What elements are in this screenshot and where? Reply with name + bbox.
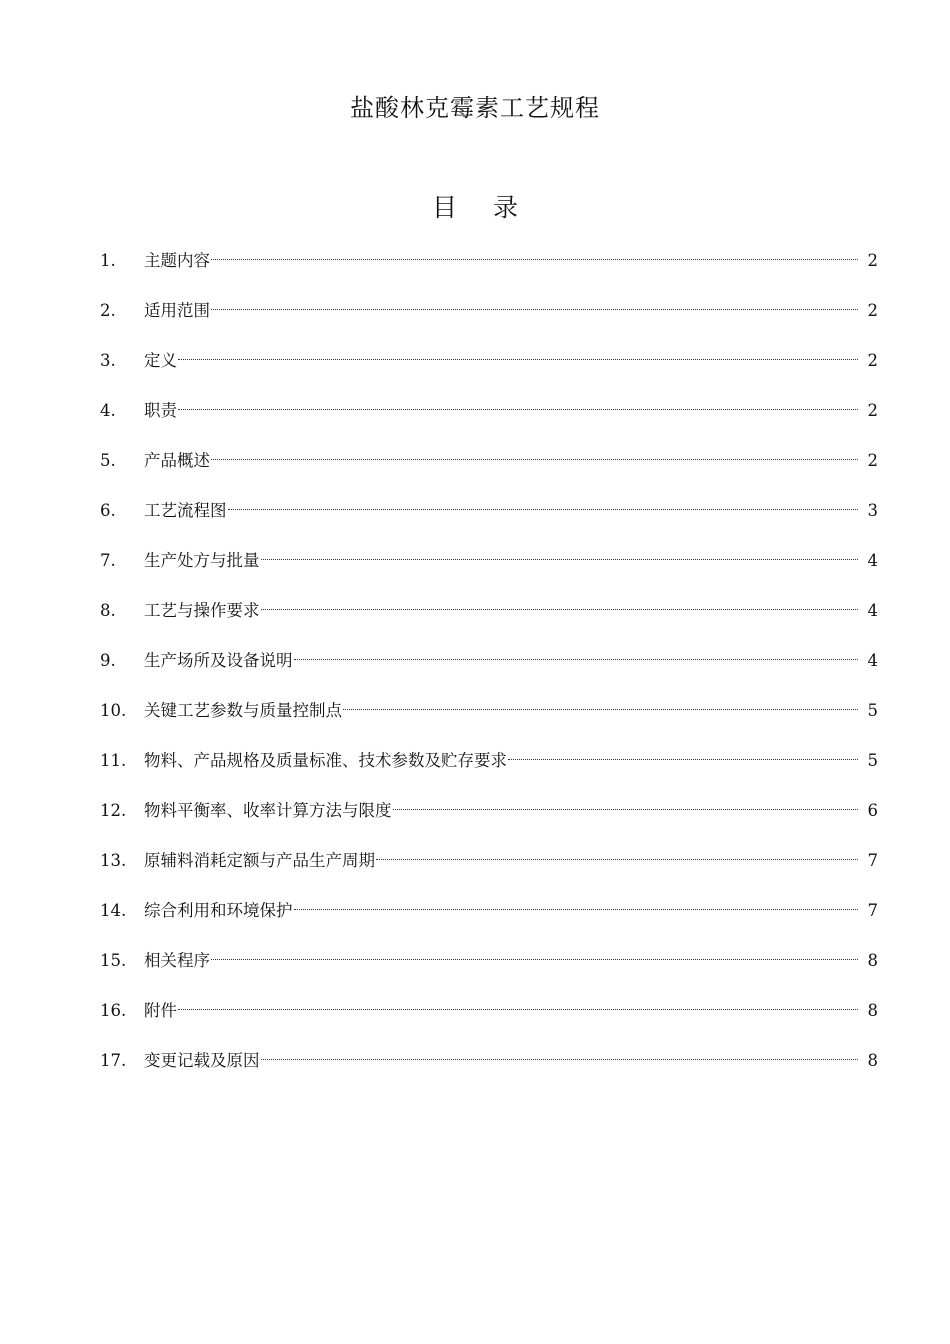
toc-entry-title: 适用范围 bbox=[144, 301, 210, 320]
toc-dot-leader bbox=[393, 809, 859, 810]
toc-entry-title: 原辅料消耗定额与产品生产周期 bbox=[144, 851, 375, 870]
toc-entry[interactable] bbox=[100, 796, 878, 846]
toc-dot-leader bbox=[294, 909, 859, 910]
toc-entry-title: 物料、产品规格及质量标准、技术参数及贮存要求 bbox=[144, 751, 507, 770]
toc-entry[interactable] bbox=[100, 946, 878, 996]
toc-entry-number: 14. bbox=[100, 901, 127, 920]
toc-entry-page-number: 8 bbox=[867, 1001, 878, 1020]
toc-entry[interactable] bbox=[100, 246, 878, 296]
toc-heading: 目 录 bbox=[432, 193, 532, 222]
toc-entry-page-number: 4 bbox=[867, 651, 878, 670]
toc-entry-number: 7. bbox=[100, 551, 116, 570]
toc-entry-title: 职责 bbox=[144, 401, 177, 420]
toc-dot-leader bbox=[261, 1059, 859, 1060]
toc-entry-number: 3. bbox=[100, 351, 116, 370]
toc-entry[interactable] bbox=[100, 396, 878, 446]
toc-entry[interactable] bbox=[100, 496, 878, 546]
toc-entry-page-number: 6 bbox=[867, 801, 878, 820]
toc-entry-page-number: 4 bbox=[867, 601, 878, 620]
toc-entry[interactable] bbox=[100, 646, 878, 696]
toc-entry-number: 6. bbox=[100, 501, 116, 520]
toc-entry-number: 1. bbox=[100, 251, 116, 270]
toc-entry[interactable] bbox=[100, 296, 878, 346]
toc-entry-number: 16. bbox=[100, 1001, 127, 1020]
toc-entry-page-number: 5 bbox=[867, 701, 878, 720]
toc-entry[interactable] bbox=[100, 696, 878, 746]
toc-dot-leader bbox=[211, 259, 858, 260]
toc-dot-leader bbox=[211, 309, 858, 310]
toc-entry-number: 5. bbox=[100, 451, 116, 470]
toc-dot-leader bbox=[228, 509, 859, 510]
toc-entry-number: 9. bbox=[100, 651, 116, 670]
toc-entry-title: 生产场所及设备说明 bbox=[144, 651, 293, 670]
toc-entry[interactable] bbox=[100, 346, 878, 396]
toc-entry-page-number: 2 bbox=[867, 301, 878, 320]
toc-entry[interactable] bbox=[100, 596, 878, 646]
toc-entry-number: 8. bbox=[100, 601, 116, 620]
toc-entry-page-number: 2 bbox=[867, 401, 878, 420]
toc-entry-page-number: 2 bbox=[867, 351, 878, 370]
toc-entry-page-number: 8 bbox=[867, 1051, 878, 1070]
toc-dot-leader bbox=[178, 1009, 858, 1010]
toc-entry-page-number: 4 bbox=[867, 551, 878, 570]
toc-entry-title: 工艺流程图 bbox=[144, 501, 227, 520]
toc-entry[interactable] bbox=[100, 546, 878, 596]
toc-entry-number: 4. bbox=[100, 401, 116, 420]
toc-entry[interactable] bbox=[100, 1046, 878, 1096]
toc-entry-title: 关键工艺参数与质量控制点 bbox=[144, 701, 342, 720]
toc-entry-page-number: 7 bbox=[867, 851, 878, 870]
toc-dot-leader bbox=[178, 409, 858, 410]
toc-dot-leader bbox=[376, 859, 858, 860]
toc-entry[interactable] bbox=[100, 746, 878, 796]
toc-entry-title: 附件 bbox=[144, 1001, 177, 1020]
toc-entry[interactable] bbox=[100, 896, 878, 946]
toc-dot-leader bbox=[261, 559, 859, 560]
toc-entry-title: 主题内容 bbox=[144, 251, 210, 270]
toc-entry-page-number: 8 bbox=[867, 951, 878, 970]
toc-entry-page-number: 3 bbox=[867, 501, 878, 520]
toc-dot-leader bbox=[343, 709, 858, 710]
toc-entry-title: 工艺与操作要求 bbox=[144, 601, 260, 620]
toc-entry-page-number: 2 bbox=[867, 451, 878, 470]
document-title: 盐酸林克霉素工艺规程 bbox=[350, 94, 600, 122]
toc-entry-number: 12. bbox=[100, 801, 127, 820]
toc-dot-leader bbox=[294, 659, 859, 660]
toc-entry[interactable] bbox=[100, 446, 878, 496]
toc-entry-title: 变更记载及原因 bbox=[144, 1051, 260, 1070]
toc-dot-leader bbox=[508, 759, 858, 760]
toc-entry-title: 生产处方与批量 bbox=[144, 551, 260, 570]
toc-entry-number: 2. bbox=[100, 301, 116, 320]
table-of-contents bbox=[100, 246, 878, 1096]
toc-entry-title: 物料平衡率、收率计算方法与限度 bbox=[144, 801, 392, 820]
toc-dot-leader bbox=[261, 609, 859, 610]
toc-entry-title: 综合利用和环境保护 bbox=[144, 901, 293, 920]
toc-entry-title: 相关程序 bbox=[144, 951, 210, 970]
toc-entry[interactable] bbox=[100, 846, 878, 896]
toc-entry-page-number: 7 bbox=[867, 901, 878, 920]
toc-entry[interactable] bbox=[100, 996, 878, 1046]
toc-entry-number: 13. bbox=[100, 851, 127, 870]
toc-entry-page-number: 2 bbox=[867, 251, 878, 270]
toc-entry-title: 产品概述 bbox=[144, 451, 210, 470]
toc-entry-page-number: 5 bbox=[867, 751, 878, 770]
toc-entry-title: 定义 bbox=[144, 351, 177, 370]
toc-entry-number: 11. bbox=[100, 751, 127, 770]
toc-dot-leader bbox=[211, 959, 858, 960]
toc-dot-leader bbox=[211, 459, 858, 460]
toc-entry-number: 15. bbox=[100, 951, 127, 970]
toc-entry-number: 17. bbox=[100, 1051, 127, 1070]
toc-dot-leader bbox=[178, 359, 858, 360]
toc-entry-number: 10. bbox=[100, 701, 127, 720]
